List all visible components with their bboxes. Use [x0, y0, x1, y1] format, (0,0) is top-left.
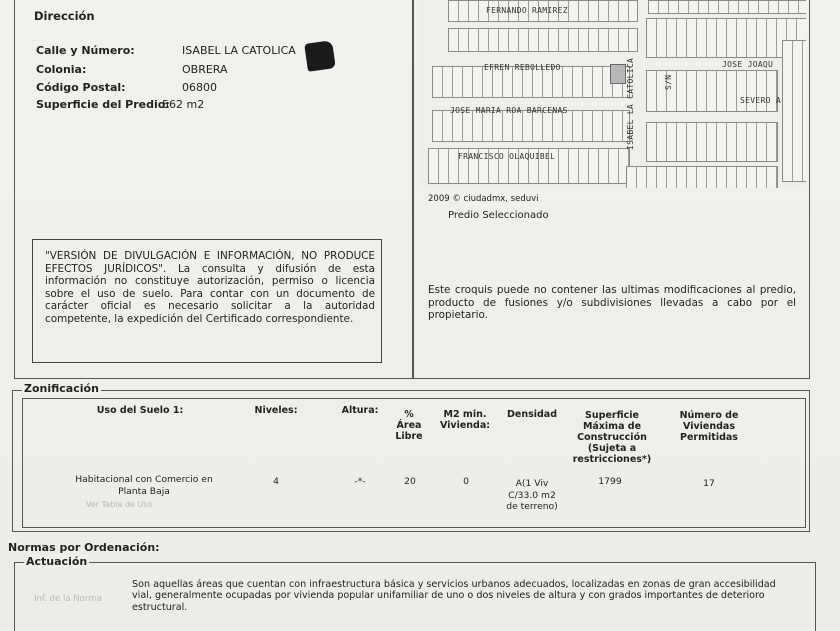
cell-m2-min: 0	[463, 476, 469, 487]
postal-code-value: 06800	[182, 81, 217, 94]
cell-area-libre: 20	[404, 476, 416, 487]
street-label-severo: SEVERO A	[740, 96, 781, 105]
selected-lot	[610, 64, 626, 84]
actuacion-text: Son aquellas áreas que cuentan con infraestructura básica y servicios urbanos adecuados, localizadas en zonas de gran accesibilidad vial, generalmente ocupadas por vivienda popular unifamiliar de uno o dos niveles de altura y con grados importantes de deterioro estructural.	[132, 579, 776, 613]
redaction-mark	[304, 40, 336, 72]
zoning-legend: Zonificación	[24, 382, 99, 395]
street-label-sn: S/N	[664, 74, 673, 90]
norma-info-link[interactable]: Inf. de la Norma	[34, 594, 102, 604]
street-value: ISABEL LA CATOLICA	[182, 44, 296, 57]
map-block	[448, 28, 638, 52]
colonia-value: OBRERA	[182, 63, 228, 76]
street-label-jose-joaq: JOSE JOAQU	[722, 60, 774, 69]
surface-value: 562 m2	[162, 98, 205, 111]
map-block	[782, 40, 806, 182]
surface-label: Superficie del Predio:	[36, 98, 170, 111]
header-niveles: Niveles:	[254, 405, 298, 416]
postal-code-label: Código Postal:	[36, 81, 126, 94]
sketch-note: Este croquis puede no contener las ultimas modificaciones al predio, producto de fusiones y/o subdivisiones llevadas a cabo por el propietario.	[428, 284, 796, 322]
selected-lot-label: Predio Seleccionado	[448, 210, 549, 221]
cell-densidad: A(1 Viv C/33.0 m2 de terreno)	[506, 478, 558, 512]
map-block	[646, 122, 778, 162]
header-m2-min: M2 min. Vivienda:	[439, 409, 491, 431]
header-superficie: Superficie Máxima de Construcción (Sujeta a restricciones*)	[572, 410, 652, 465]
map-block	[626, 166, 778, 188]
colonia-label: Colonia:	[36, 63, 87, 76]
map-sketch	[420, 0, 806, 188]
header-uso: Uso del Suelo 1:	[96, 405, 184, 416]
street-label-jose-maria: JOSE MARIA ROA BARCENAS	[450, 106, 568, 115]
cell-superficie: 1799	[598, 476, 622, 487]
header-densidad: Densidad	[506, 409, 557, 420]
street-label-isabel: ISABEL LA CATOLICA	[626, 57, 635, 150]
cell-niveles: 4	[273, 476, 279, 487]
actuacion-legend: Actuación	[26, 555, 88, 568]
header-altura: Altura:	[341, 405, 379, 416]
normas-title: Normas por Ordenación:	[8, 541, 160, 554]
street-label: Calle y Número:	[36, 44, 135, 57]
header-area-libre: % Área Libre	[395, 409, 423, 442]
cell-viviendas: 17	[703, 478, 715, 489]
map-block	[648, 0, 806, 14]
header-viviendas: Número de Viviendas Permitidas	[679, 410, 739, 443]
use-table-link[interactable]: Ver Tabla de Uso	[86, 500, 153, 509]
cell-uso: Habitacional con Comercio en Planta Baja	[75, 474, 213, 497]
street-label-fernando: FERNANDO RAMIREZ	[486, 6, 568, 15]
disclaimer-text: "VERSIÓN DE DIVULGACIÓN E INFORMACIÓN, NO PRODUCE EFECTOS JURÍDICOS". La consulta y difusión de esta información no constituye autorización, permiso o licencia sobre el uso de suelo. Para contar con un documento de carácter oficial es necesario solicitar a la autoridad competente, la expedición del Certificado correspondiente.	[45, 250, 375, 325]
street-label-francisco: FRANCISCO OLAQUIBEL	[458, 152, 556, 161]
cell-altura: -*-	[354, 476, 366, 487]
map-credit: 2009 © ciudadmx, seduvi	[428, 194, 539, 204]
street-label-efren: EFREN REBOLLEDO	[484, 63, 561, 72]
disclaimer-box	[32, 239, 382, 363]
address-title: Dirección	[34, 9, 95, 23]
